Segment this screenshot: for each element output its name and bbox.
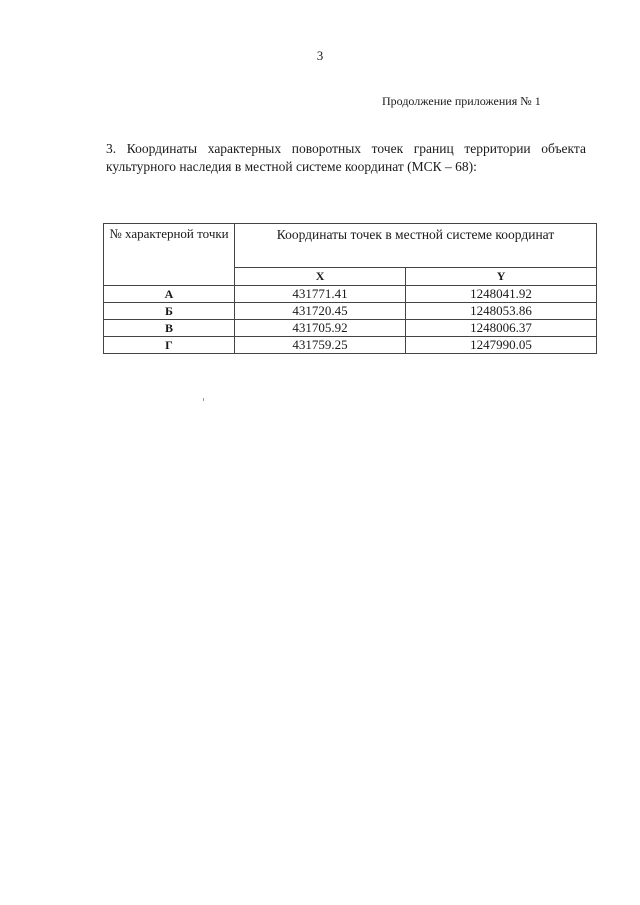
point-name: В	[104, 320, 235, 337]
table-row	[104, 337, 597, 354]
point-name: А	[104, 286, 235, 303]
coord-x: 431720.45	[235, 303, 406, 320]
coord-x: 431759.25	[235, 337, 406, 354]
coord-y: 1248006.37	[406, 320, 597, 337]
section-heading: 3. Координаты характерных поворотных точек границ территории объекта культурного наследия в местной системе координат (МСК – 68):	[106, 141, 586, 174]
header-point-number: № характерной точки	[104, 224, 235, 286]
table-row	[104, 286, 597, 303]
point-name: Г	[104, 337, 235, 354]
point-name: Б	[104, 303, 235, 320]
header-x: X	[235, 268, 406, 286]
table-row	[104, 303, 597, 320]
coord-y: 1247990.05	[406, 337, 597, 354]
appendix-note: Продолжение приложения № 1	[382, 94, 541, 108]
coordinates-table	[103, 223, 597, 354]
table-row	[104, 320, 597, 337]
table-header-row	[104, 224, 597, 268]
coord-y: 1248041.92	[406, 286, 597, 303]
page-number: 3	[316, 48, 324, 63]
coord-y: 1248053.86	[406, 303, 597, 320]
scan-speck	[203, 398, 204, 401]
header-coordinates: Координаты точек в местной системе координат	[235, 224, 597, 268]
coord-x: 431705.92	[235, 320, 406, 337]
coord-x: 431771.41	[235, 286, 406, 303]
header-y: Y	[406, 268, 597, 286]
